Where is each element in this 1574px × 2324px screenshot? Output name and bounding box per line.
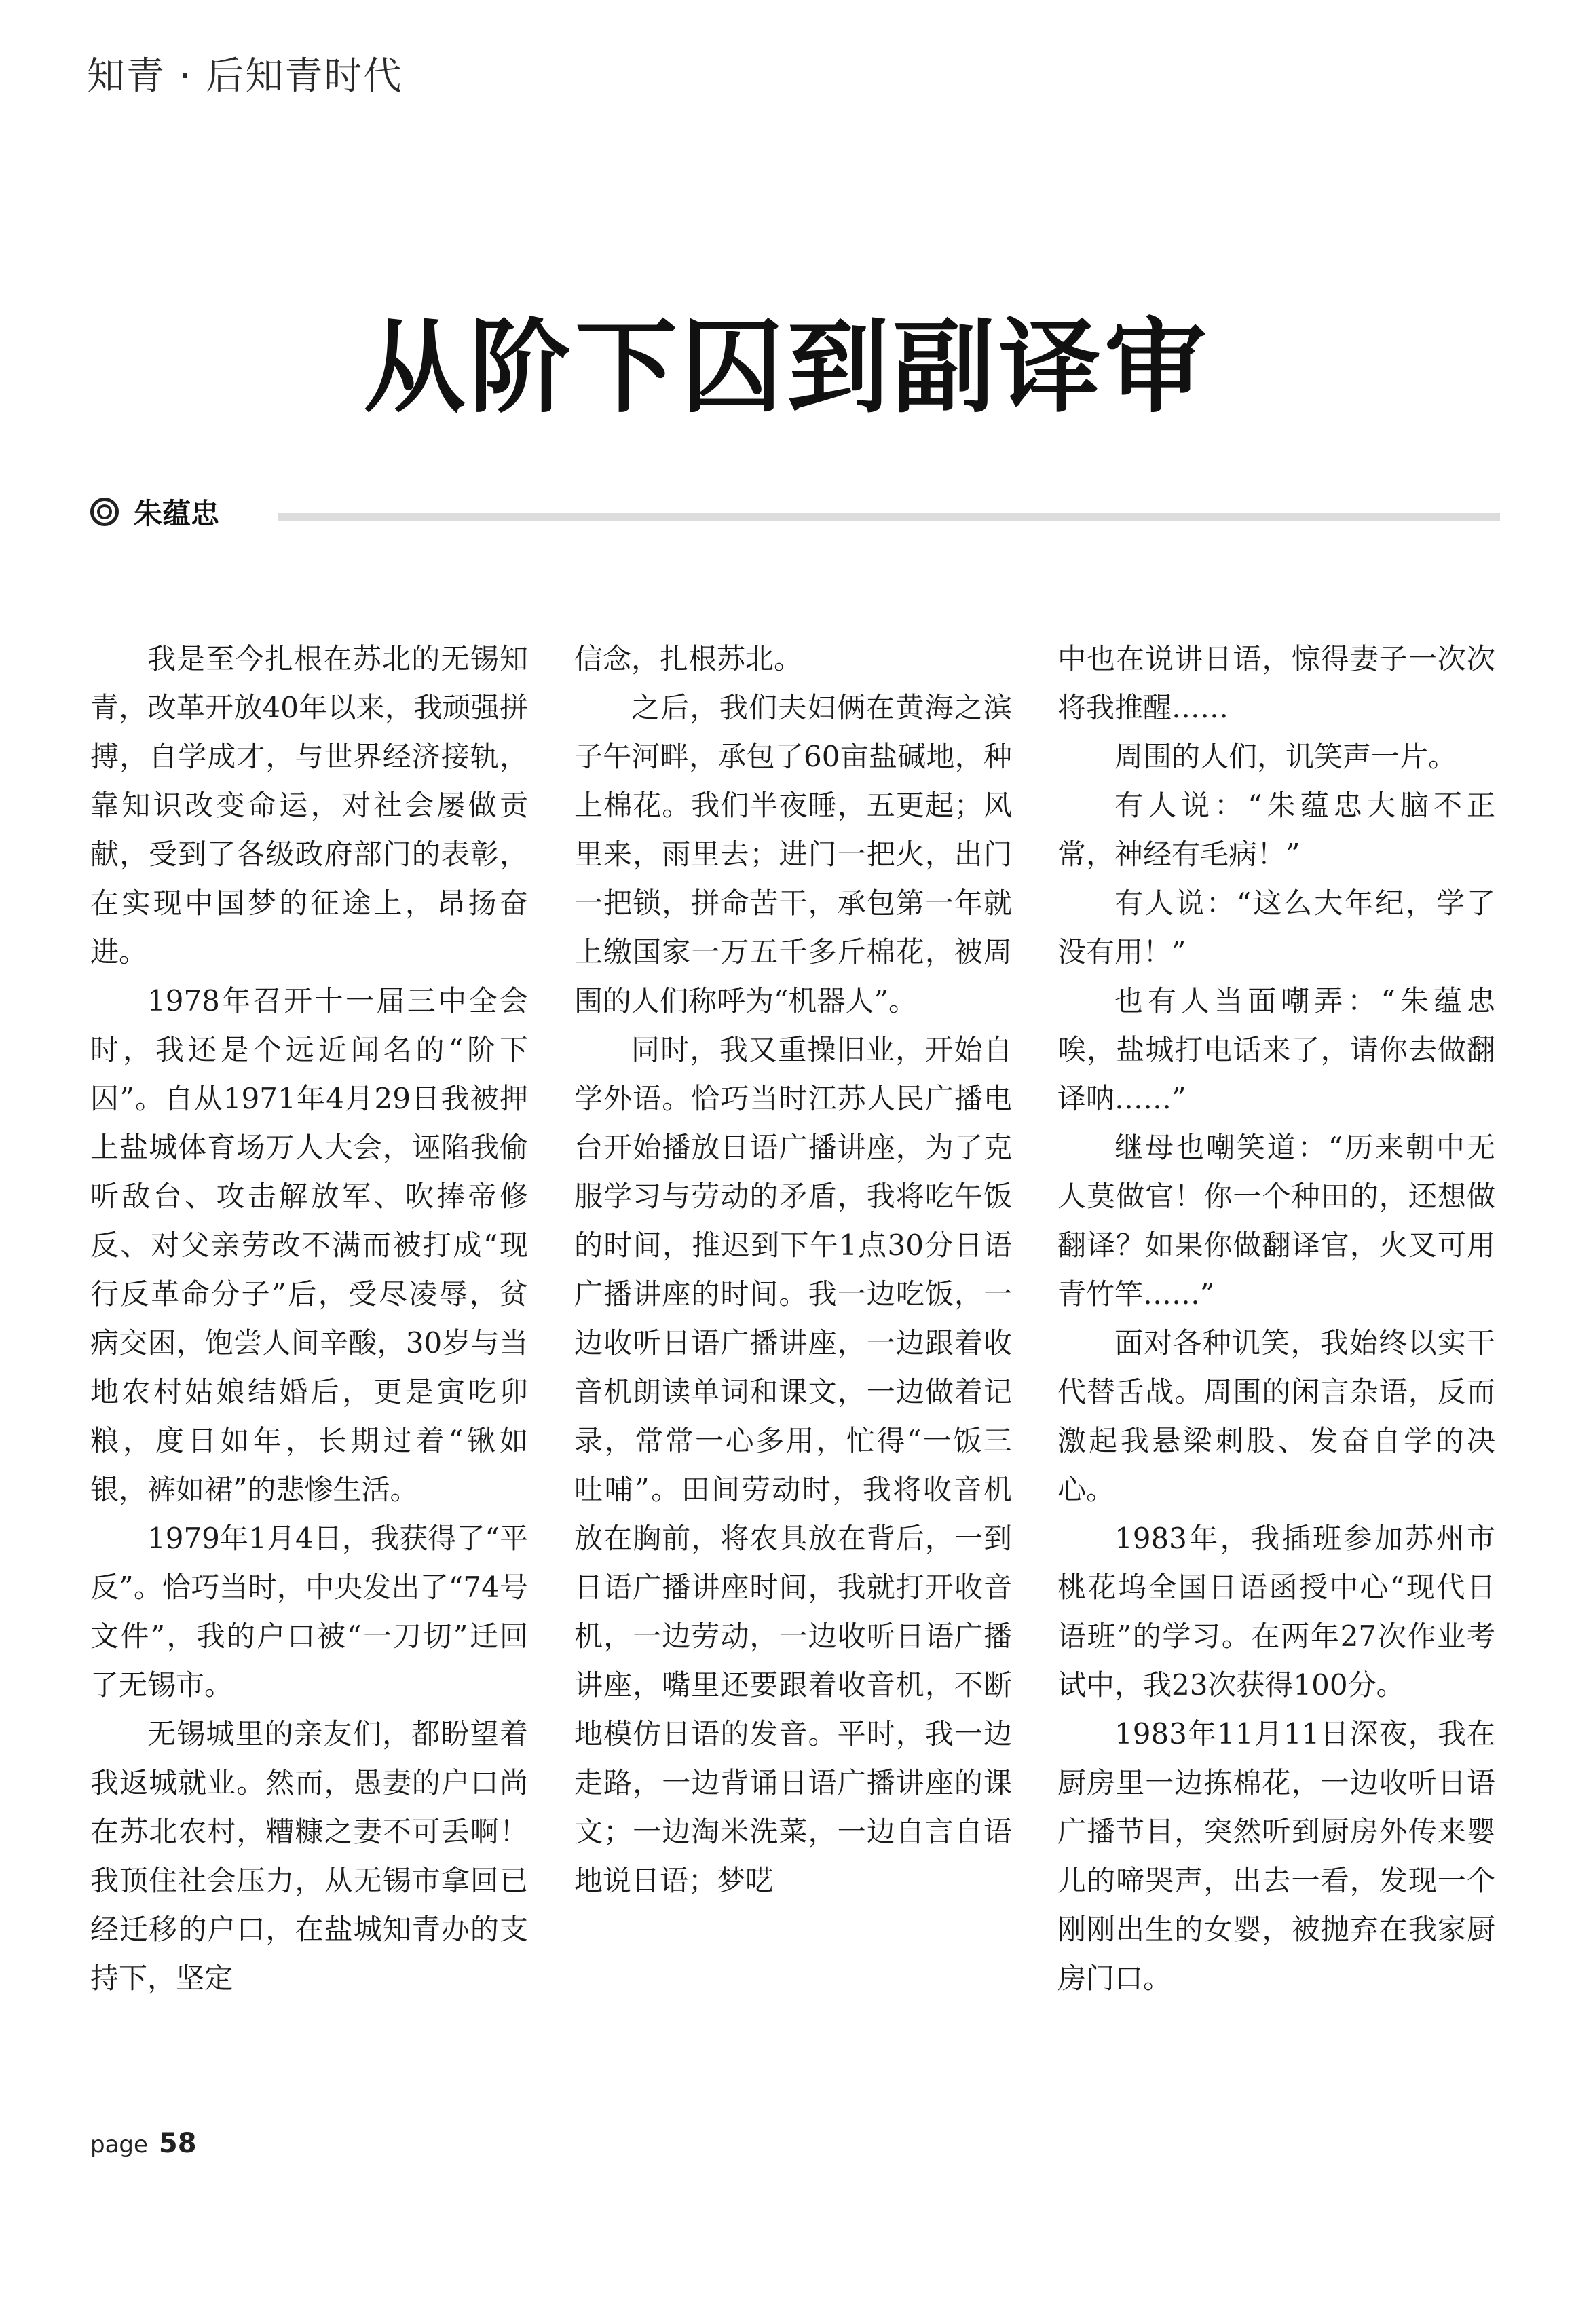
byline (90, 491, 219, 532)
paragraph: 有人说：“朱蕴忠大脑不正常，神经有毛病！” (1057, 789, 1495, 871)
paragraph: 也有人当面嘲弄：“朱蕴忠唉，盐城打电话来了，请你去做翻译呐……” (1057, 984, 1495, 1115)
article-title: 从阶下囚到副译审 (363, 309, 1211, 427)
paragraph: 周围的人们，讥笑声一片。 (1114, 740, 1457, 773)
byline-rule (278, 513, 1500, 521)
paragraph: 1983年，我插班参加苏州市桃花坞全国日语函授中心“现代日语班”的学习。在两年27次作业考试中，我23次获得100分。 (1057, 1522, 1495, 1702)
double-circle-icon (90, 498, 119, 526)
paragraph: 面对各种讥笑，我始终以实干代替舌战。周围的闲言杂语，反而激起我悬梁刺股、发奋自学的决心。 (1057, 1326, 1495, 1506)
paragraph: 1983年11月11日深夜，我在厨房里一边拣棉花，一边收听日语广播节目，突然听到厨房外传来婴儿的啼哭声，出去一看，发现一个刚刚出生的女婴，被抛弃在我家厨房门口。 (1057, 1717, 1495, 1995)
paragraph: 我是至今扎根在苏北的无锡知青，改革开放40年以来，我顽强拼搏，自学成才，与世界经济接轨，靠知识改变命运，对社会屡做贡献，受到了各级政府部门的表彰，在实现中国梦的征途上，昂扬奋进。 (90, 642, 528, 969)
paragraph: 1978年召开十一届三中全会时，我还是个远近闻名的“阶下囚”。自从1971年4月29日我被押上盐城体育场万人大会，诬陷我偷听敌台、攻击解放军、吹捧帝修反、对父亲劳改不满而被打成“现行反革命分子”后，受尽凌辱，贫病交困，饱尝人间辛酸，30岁与当地农村姑娘结婚后，更是寅吃卯粮，度日如年，长期过着“锹如银，裤如裙”的悲惨生活。 (90, 984, 528, 1506)
page-label: page (90, 2131, 148, 2158)
page-number: 58 (158, 2128, 197, 2159)
paragraph: 同时，我又重操旧业，开始自学外语。恰巧当时江苏人民广播电台开始播放日语广播讲座，为了克服学习与劳动的矛盾，我将吃午饭的时间，推迟到下午1点30分日语广播讲座的时间。我一边吃饭，一边收听日语广播讲座，一边跟着收音机朗读单词和课文，一边做着记录，常常一心多用，忙得“一饭三吐哺”。田间劳动时，我将收音机放在胸前，将农具放在背后，一到日语广播讲座时间，我就打开收音机，一边劳动，一边收听日语广播讲座，嘴里还要跟着收音机，不断地模仿日语的发音。平时，我一边走路，一边背诵日语广播讲座的课文；一边淘米洗菜，一边自言自语地说日语；梦呓 (574, 1033, 1012, 1897)
paragraph: 信念，扎根苏北。 (574, 642, 803, 675)
text-column-3 (1057, 635, 1495, 2003)
paragraph: 有人说：“这么大年纪，学了没有用！” (1057, 886, 1495, 969)
paragraph: 中也在说讲日语，惊得妻子一次次将我推醒…… (1057, 642, 1495, 724)
page-footer (90, 2128, 197, 2159)
paragraph: 1979年1月4日，我获得了“平反”。恰巧当时，中央发出了“74号文件”，我的户口被“一刀切”迁回了无锡市。 (90, 1522, 528, 1702)
author-name: 朱蕴忠 (134, 497, 220, 530)
paragraph: 之后，我们夫妇俩在黄海之滨子午河畔，承包了60亩盐碱地，种上棉花。我们半夜睡，五更起；风里来，雨里去；进门一把火，出门一把锁，拼命苦干，承包第一年就上缴国家一万五千多斤棉花，被周围的人们称呼为“机器人”。 (574, 691, 1012, 1017)
paragraph: 继母也嘲笑道：“历来朝中无人莫做官！你一个种田的，还想做翻译？如果你做翻译官，火叉可用青竹竿……” (1057, 1131, 1495, 1311)
text-column-1 (90, 635, 528, 2003)
text-column-2 (574, 635, 1012, 1905)
section-header: 知青 · 后知青时代 (87, 54, 403, 98)
paragraph: 无锡城里的亲友们，都盼望着我返城就业。然而，愚妻的户口尚在苏北农村，糟糠之妻不可丢啊！我顶住社会压力，从无锡市拿回已经迁移的户口，在盐城知青办的支持下，坚定 (90, 1717, 528, 1995)
